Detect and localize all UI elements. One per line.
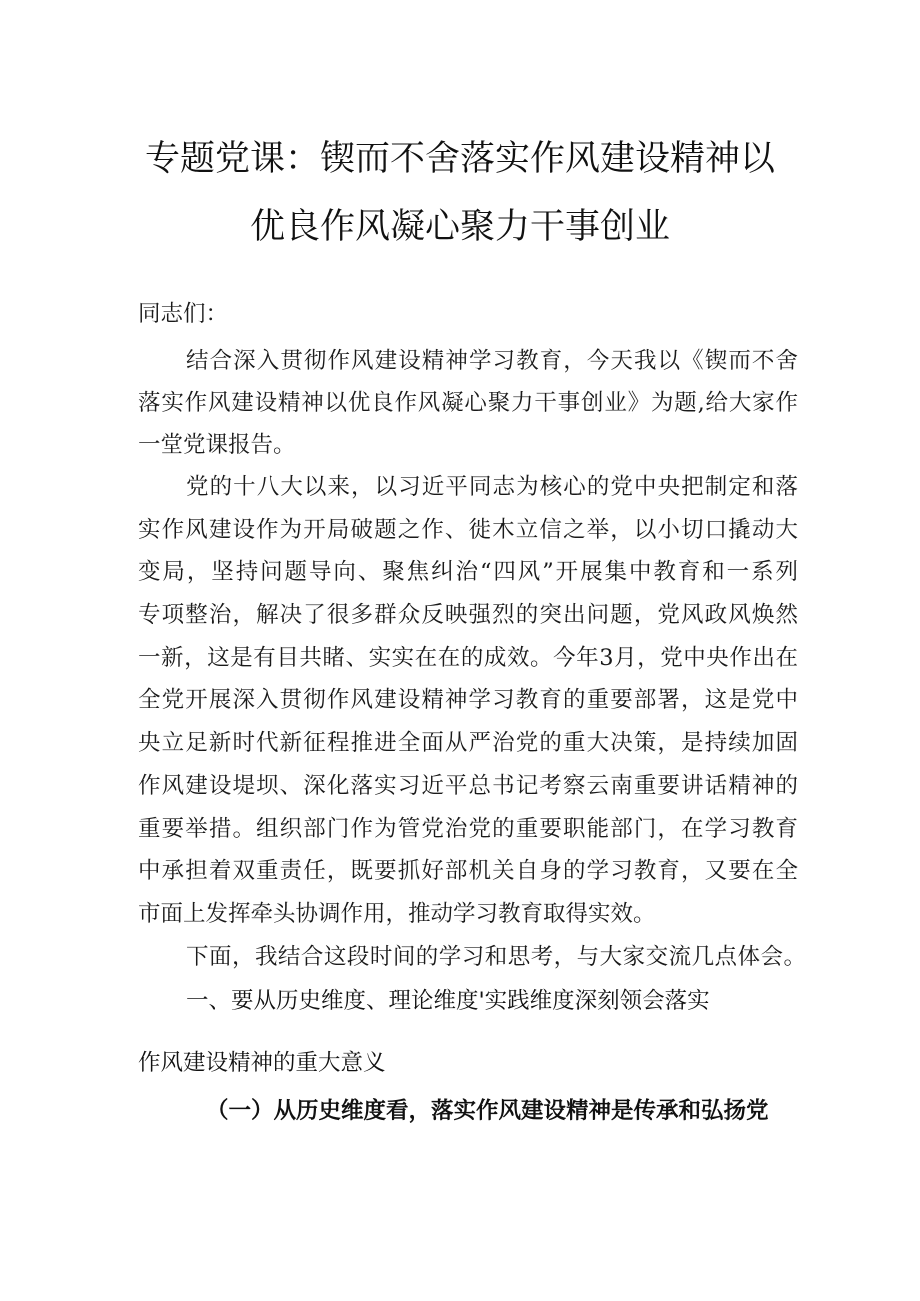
section-1-heading-line-2: 作风建设精神的重大意义 <box>138 1050 386 1076</box>
paragraph-2-line-4: 专项整治，解决了很多群众反映强烈的突出问题，党风政风焕然 <box>138 602 798 628</box>
paragraph-2-line-6: 全党开展深入贯彻作风建设精神学习教育的重要部署，这是党中 <box>138 687 798 713</box>
greeting: 同志们： <box>138 301 229 327</box>
paragraph-2-line-2: 实作风建设作为开局破题之作、徙木立信之举，以小切口撬动大 <box>138 517 798 543</box>
paragraph-2-line-1: 党的十八大以来，以习近平同志为核心的党中央把制定和落 <box>186 474 798 500</box>
paragraph-2-line-11: 市面上发挥牵头协调作用，推动学习教育取得实效。 <box>138 901 656 927</box>
paragraph-2-line-10: 中承担着双重责任，既要抓好部机关自身的学习教育，又要在全 <box>138 858 798 884</box>
paragraph-2-line-9: 重要举措。组织部门作为管党治党的重要职能部门，在学习教育 <box>138 816 798 842</box>
paragraph-2-line-3: 变局，坚持问题导向、聚焦纠治“四风”开展集中教育和一系列 <box>138 559 798 585</box>
paragraph-1-line-1: 结合深入贯彻作风建设精神学习教育，今天我以《锲而不舍 <box>186 348 798 374</box>
paragraph-2-line-7: 央立足新时代新征程推进全面从严治党的重大决策，是持续加固 <box>138 730 798 756</box>
document-title-line-1: 专题党课：锲而不舍落实作风建设精神以 <box>144 139 775 179</box>
paragraph-2-line-5: 一新，这是有目共睹、实实在在的成效。今年3月，党中央作出在 <box>138 645 798 671</box>
section-1-heading-line-1: 一、要从历史维度、理论维度'实践维度深刻领会落实 <box>186 988 710 1014</box>
paragraph-2-line-8: 作风建设堤坝、深化落实习近平总书记考察云南重要讲话精神的 <box>138 773 798 799</box>
paragraph-3: 下面，我结合这段时间的学习和思考，与大家交流几点体会。 <box>186 944 806 970</box>
document-title-line-2: 优良作风凝心聚力干事创业 <box>249 207 670 247</box>
subsection-1-heading: （一）从历史维度看，落实作风建设精神是传承和弘扬党 <box>206 1098 769 1124</box>
paragraph-1-line-3: 一堂党课报告。 <box>138 432 296 458</box>
paragraph-1-line-2: 落实作风建设精神以优良作风凝心聚力干事创业》为题,给大家作 <box>138 390 798 416</box>
